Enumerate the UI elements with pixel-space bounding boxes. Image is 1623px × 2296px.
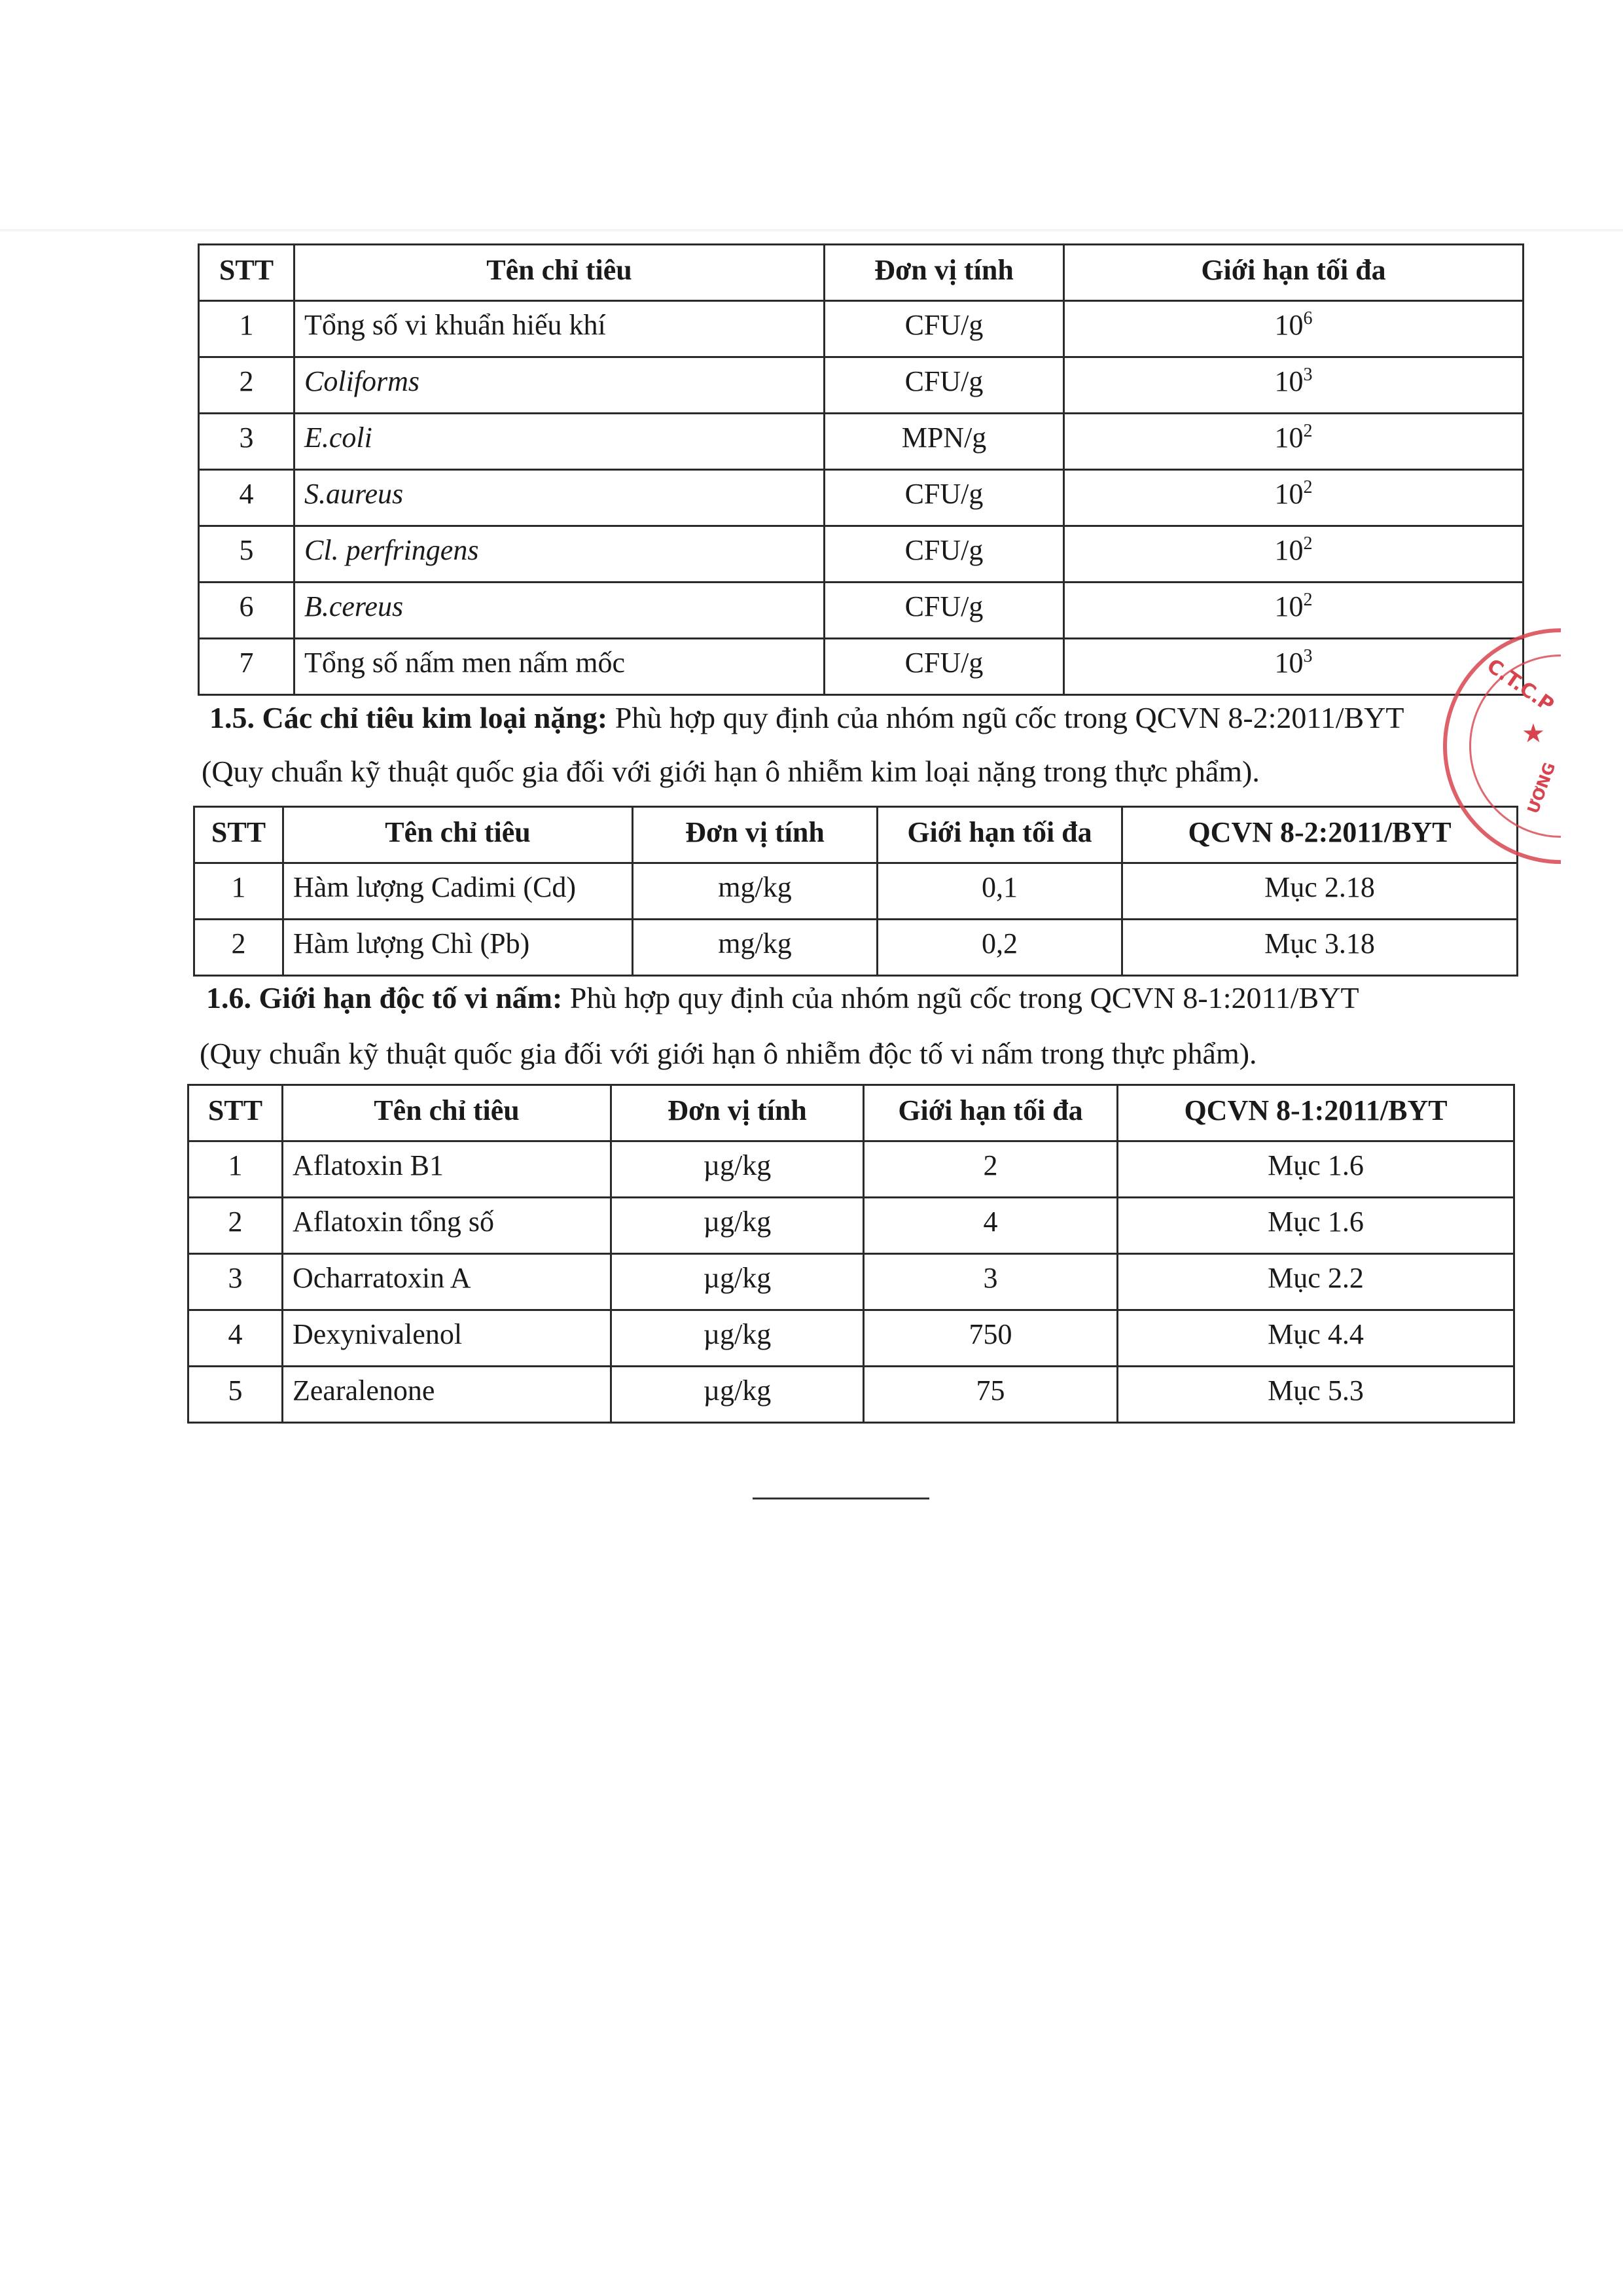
row-name: Hàm lượng Chì (Pb) <box>283 920 633 976</box>
limit-exponent: 2 <box>1303 421 1313 441</box>
header-limit: Giới hạn tối đa <box>878 807 1122 863</box>
limit-exponent: 3 <box>1303 646 1313 666</box>
header-limit: Giới hạn tối đa <box>1064 245 1524 301</box>
row-unit: mg/kg <box>633 863 878 920</box>
stamp-text-side: ƯƠNG <box>1524 760 1560 816</box>
header-stt: STT <box>194 807 283 863</box>
table-row <box>199 414 1524 470</box>
row-reference: Mục 2.18 <box>1122 863 1518 920</box>
limit-exponent: 3 <box>1303 365 1313 385</box>
row-limit: 75 <box>864 1367 1118 1423</box>
company-stamp <box>1443 628 1561 877</box>
row-unit: CFU/g <box>825 583 1064 639</box>
row-limit: 750 <box>864 1310 1118 1367</box>
table-row <box>199 470 1524 526</box>
row-limit <box>1064 357 1524 414</box>
row-limit: 0,2 <box>878 920 1122 976</box>
table-row <box>194 920 1518 976</box>
row-name: Aflatoxin tổng số <box>283 1198 611 1254</box>
table-header-row <box>194 807 1518 863</box>
page-fold-shadow <box>0 229 1623 232</box>
row-reference: Mục 1.6 <box>1118 1198 1514 1254</box>
microbiology-table <box>198 243 1524 696</box>
header-unit: Đơn vị tính <box>611 1085 864 1141</box>
row-name: Coliforms <box>294 357 825 414</box>
row-limit <box>1064 526 1524 583</box>
row-unit: µg/kg <box>611 1198 864 1254</box>
header-limit: Giới hạn tối đa <box>864 1085 1118 1141</box>
row-limit <box>1064 470 1524 526</box>
row-limit: 0,1 <box>878 863 1122 920</box>
heavy-metals-table <box>193 806 1518 977</box>
row-stt: 5 <box>188 1367 283 1423</box>
limit-exponent: 2 <box>1303 533 1313 554</box>
section-1-5-line2: (Quy chuẩn kỹ thuật quốc gia đối với giới hạn ô nhiễm kim loại nặng trong thực phẩm). <box>202 755 1260 788</box>
table-row <box>199 583 1524 639</box>
row-reference: Mục 1.6 <box>1118 1141 1514 1198</box>
limit-exponent: 6 <box>1303 308 1313 329</box>
row-stt: 1 <box>188 1141 283 1198</box>
row-reference: Mục 3.18 <box>1122 920 1518 976</box>
table-row <box>199 639 1524 695</box>
row-name: Tổng số vi khuẩn hiếu khí <box>294 301 825 357</box>
table-row <box>188 1198 1514 1254</box>
row-stt: 3 <box>199 414 294 470</box>
row-stt: 3 <box>188 1254 283 1310</box>
row-unit: mg/kg <box>633 920 878 976</box>
row-stt: 5 <box>199 526 294 583</box>
header-name: Tên chỉ tiêu <box>283 807 633 863</box>
row-reference: Mục 2.2 <box>1118 1254 1514 1310</box>
row-unit: CFU/g <box>825 470 1064 526</box>
table-row <box>188 1254 1514 1310</box>
row-unit: CFU/g <box>825 357 1064 414</box>
table-header-row <box>199 245 1524 301</box>
row-name: Dexynivalenol <box>283 1310 611 1367</box>
limit-base: 10 <box>1274 647 1304 679</box>
section-1-6-line1 <box>206 980 1359 1015</box>
row-stt: 4 <box>188 1310 283 1367</box>
row-stt: 7 <box>199 639 294 695</box>
star-icon: ★ <box>1522 719 1545 749</box>
header-stt: STT <box>188 1085 283 1141</box>
row-unit: µg/kg <box>611 1367 864 1423</box>
limit-base: 10 <box>1274 422 1304 454</box>
row-reference: Mục 5.3 <box>1118 1367 1514 1423</box>
row-limit <box>1064 301 1524 357</box>
row-name: Zearalenone <box>283 1367 611 1423</box>
row-name: Aflatoxin B1 <box>283 1141 611 1198</box>
table-row <box>199 357 1524 414</box>
row-name: B.cereus <box>294 583 825 639</box>
header-reference: QCVN 8-2:2011/BYT <box>1122 807 1518 863</box>
row-unit: µg/kg <box>611 1141 864 1198</box>
limit-exponent: 2 <box>1303 477 1313 497</box>
row-limit: 3 <box>864 1254 1118 1310</box>
row-name: Tổng số nấm men nấm mốc <box>294 639 825 695</box>
row-stt: 2 <box>199 357 294 414</box>
section-1-5-heading: 1.5. Các chỉ tiêu kim loại nặng: <box>209 701 608 734</box>
limit-exponent: 2 <box>1303 590 1313 610</box>
section-1-5-text: Phù hợp quy định của nhóm ngũ cốc trong QCVN 8-2:2011/BYT <box>607 701 1404 734</box>
row-name: S.aureus <box>294 470 825 526</box>
limit-base: 10 <box>1274 478 1304 510</box>
section-1-5-line1 <box>209 700 1404 735</box>
row-stt: 2 <box>188 1198 283 1254</box>
stamp-text-top: C.T.C.P <box>1482 654 1558 717</box>
row-reference: Mục 4.4 <box>1118 1310 1514 1367</box>
mycotoxin-table <box>187 1084 1515 1424</box>
row-stt: 1 <box>199 301 294 357</box>
header-name: Tên chỉ tiêu <box>283 1085 611 1141</box>
section-1-6-text: Phù hợp quy định của nhóm ngũ cốc trong QCVN 8-1:2011/BYT <box>562 981 1359 1014</box>
section-1-6-line2: (Quy chuẩn kỹ thuật quốc gia đối với giới hạn ô nhiễm độc tố vi nấm trong thực phẩm). <box>200 1037 1257 1070</box>
row-unit: CFU/g <box>825 301 1064 357</box>
row-name: E.coli <box>294 414 825 470</box>
limit-base: 10 <box>1274 365 1304 397</box>
limit-base: 10 <box>1274 534 1304 566</box>
row-unit: MPN/g <box>825 414 1064 470</box>
header-unit: Đơn vị tính <box>825 245 1064 301</box>
table-row <box>188 1367 1514 1423</box>
row-name: Cl. perfringens <box>294 526 825 583</box>
end-of-document-rule <box>753 1498 929 1499</box>
limit-base: 10 <box>1274 309 1304 341</box>
table-row <box>199 526 1524 583</box>
limit-base: 10 <box>1274 590 1304 622</box>
row-stt: 4 <box>199 470 294 526</box>
row-stt: 6 <box>199 583 294 639</box>
table-header-row <box>188 1085 1514 1141</box>
header-stt: STT <box>199 245 294 301</box>
row-name: Hàm lượng Cadimi (Cd) <box>283 863 633 920</box>
header-name: Tên chỉ tiêu <box>294 245 825 301</box>
table-row <box>194 863 1518 920</box>
row-unit: µg/kg <box>611 1254 864 1310</box>
row-unit: µg/kg <box>611 1310 864 1367</box>
row-stt: 2 <box>194 920 283 976</box>
header-unit: Đơn vị tính <box>633 807 878 863</box>
table-row <box>188 1141 1514 1198</box>
row-limit <box>1064 414 1524 470</box>
table-row <box>199 301 1524 357</box>
row-name: Ocharratoxin A <box>283 1254 611 1310</box>
row-limit: 4 <box>864 1198 1118 1254</box>
row-stt: 1 <box>194 863 283 920</box>
row-limit: 2 <box>864 1141 1118 1198</box>
row-unit: CFU/g <box>825 639 1064 695</box>
row-unit: CFU/g <box>825 526 1064 583</box>
section-1-6-heading: 1.6. Giới hạn độc tố vi nấm: <box>206 981 563 1014</box>
table-row <box>188 1310 1514 1367</box>
header-reference: QCVN 8-1:2011/BYT <box>1118 1085 1514 1141</box>
